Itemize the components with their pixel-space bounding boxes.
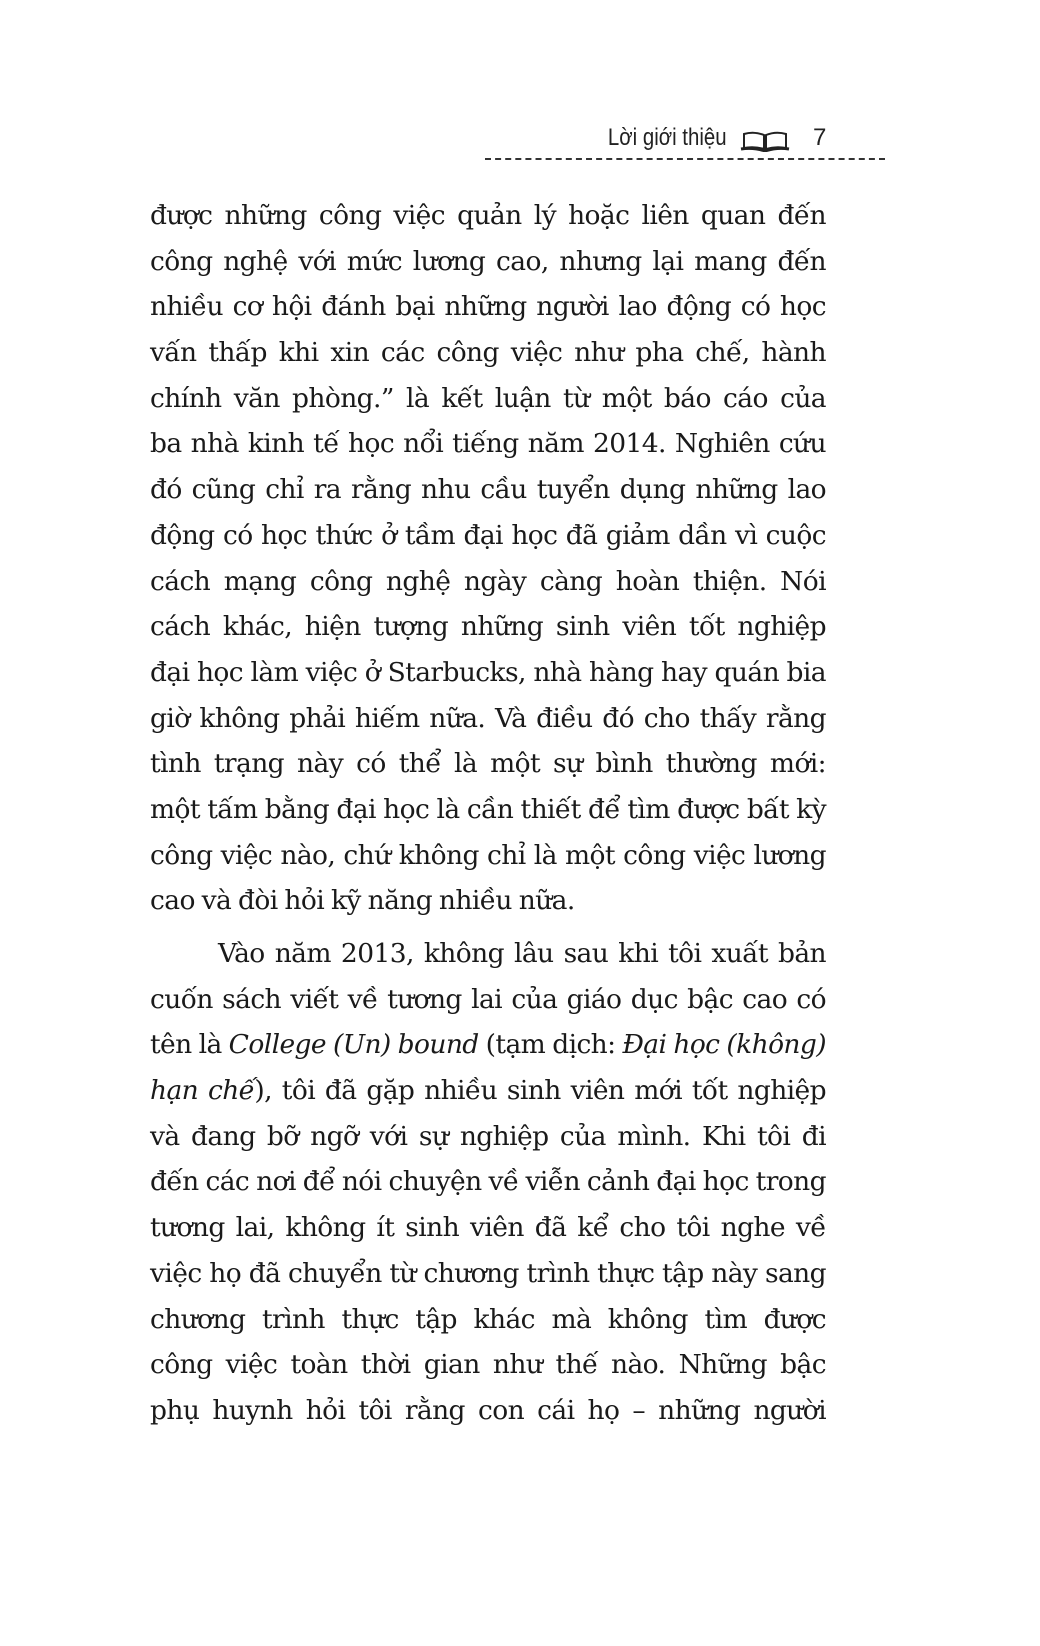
text-segment: chính văn phòng.” là kết luận từ một báo cáo của	[150, 382, 826, 414]
paragraph-gap	[150, 924, 826, 931]
text-line	[150, 330, 826, 376]
paragraph	[150, 193, 826, 924]
text-segment: nhiều cơ hội đánh bại những người lao động có học	[150, 291, 826, 323]
text-line	[150, 1205, 826, 1251]
running-header	[485, 120, 885, 160]
text-line	[150, 878, 826, 924]
text-line	[150, 1297, 826, 1343]
text-segment: (tạm dịch:	[478, 1029, 623, 1061]
text-line	[150, 559, 826, 605]
text-segment: cách mạng công nghệ ngày càng hoàn thiện. Nói	[150, 565, 826, 597]
text-line	[150, 239, 826, 285]
text-segment: được những công việc quản lý hoặc liên quan đến	[150, 200, 826, 231]
text-segment: Vào năm 2013, không lâu sau khi tôi xuất bản	[218, 938, 826, 969]
text-line	[150, 1251, 826, 1297]
text-segment: cao và đòi hỏi kỹ năng nhiều nữa.	[150, 885, 575, 917]
text-line	[150, 193, 826, 239]
text-line	[150, 513, 826, 559]
text-line	[150, 284, 826, 330]
paragraph	[150, 931, 826, 1434]
text-line	[150, 604, 826, 650]
text-line	[150, 1342, 826, 1388]
text-line	[150, 787, 826, 833]
text-line	[150, 977, 826, 1023]
header-divider	[485, 158, 885, 160]
text-segment: ba nhà kinh tế học nổi tiếng năm 2014. Nghiên cứu	[150, 428, 826, 460]
text-segment: đại học làm việc ở Starbucks, nhà hàng hay quán bia	[150, 656, 826, 688]
text-line	[150, 1159, 826, 1205]
text-segment: đến các nơi để nói chuyện về viễn cảnh đại học trong	[150, 1166, 826, 1198]
text-segment: tình trạng này có thể là một sự bình thường mới:	[150, 748, 826, 780]
italic-title-text: hạn chế	[150, 1075, 255, 1107]
text-line	[150, 1114, 826, 1160]
text-line	[150, 1388, 826, 1434]
page-number: 7	[813, 124, 827, 151]
text-line	[150, 833, 826, 879]
text-segment: giờ không phải hiếm nữa. Và điều đó cho thấy rằng	[150, 702, 826, 734]
text-line	[150, 467, 826, 513]
text-segment: cách khác, hiện tượng những sinh viên tốt nghiệp	[150, 611, 826, 643]
text-segment: chương trình thực tập khác mà không tìm được	[150, 1303, 826, 1335]
text-line	[150, 1068, 826, 1114]
text-segment: và đang bỡ ngỡ với sự nghiệp của mình. Khi tôi đi	[150, 1120, 826, 1152]
text-segment: đó cũng chỉ ra rằng nhu cầu tuyển dụng những lao	[150, 474, 826, 506]
text-segment: tương lai, không ít sinh viên đã kể cho tôi nghe về	[150, 1212, 826, 1244]
text-segment: phụ huynh hỏi tôi rằng con cái họ – những người	[150, 1394, 826, 1426]
italic-title-text: Đại học (không)	[622, 1029, 826, 1061]
text-segment: tên là	[150, 1029, 229, 1061]
text-segment: cuốn sách viết về tương lai của giáo dục bậc cao có	[150, 983, 826, 1015]
body-text	[150, 193, 826, 1434]
text-segment: công việc nào, chứ không chỉ là một công việc lương	[150, 839, 826, 871]
text-segment: động có học thức ở tầm đại học đã giảm dần vì cuộc	[150, 519, 826, 551]
text-segment: vấn thấp khi xin các công việc như pha chế, hành	[150, 337, 826, 369]
text-line	[150, 696, 826, 742]
text-line	[150, 650, 826, 696]
text-segment: việc họ đã chuyển từ chương trình thực tập này sang	[150, 1257, 826, 1289]
text-segment: công việc toàn thời gian như thế nào. Những bậc	[150, 1349, 826, 1381]
text-segment: một tấm bằng đại học là cần thiết để tìm được bất kỳ	[150, 793, 826, 825]
text-line	[150, 1022, 826, 1068]
chapter-title: Lời giới thiệu	[608, 124, 727, 151]
text-line	[150, 741, 826, 787]
text-line	[150, 931, 826, 977]
text-segment: công nghệ với mức lương cao, nhưng lại mang đến	[150, 245, 826, 277]
text-segment: ), tôi đã gặp nhiều sinh viên mới tốt nghiệp	[254, 1075, 826, 1107]
text-line	[150, 421, 826, 467]
italic-title-text: College (Un) bound	[228, 1029, 479, 1061]
open-book-icon	[740, 130, 790, 152]
text-line	[150, 376, 826, 422]
